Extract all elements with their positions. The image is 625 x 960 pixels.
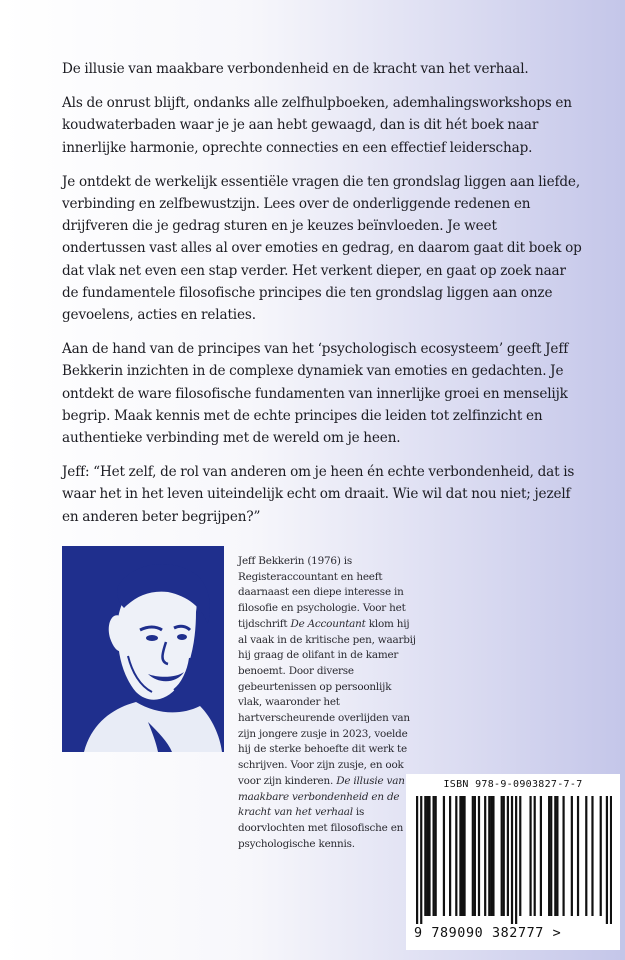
barcode-bar	[577, 796, 579, 916]
barcode-bar	[435, 796, 437, 916]
barcode-bars	[416, 796, 612, 924]
barcode-bar	[571, 796, 573, 916]
barcode-bar	[433, 796, 435, 916]
barcode-bar	[562, 796, 564, 916]
barcode-bar	[515, 796, 517, 924]
barcode-bar	[540, 796, 542, 916]
barcode-bar	[529, 796, 531, 916]
barcode-bar	[426, 796, 428, 916]
barcode-bar	[461, 796, 463, 916]
barcode-bar	[511, 796, 513, 924]
barcode-bar	[472, 796, 474, 916]
barcode-bar	[548, 796, 550, 916]
isbn-barcode	[406, 774, 620, 950]
tagline: De illusie van maakbare verbondenheid en de kracht van het verhaal.	[62, 61, 529, 77]
author-bio-text: klom hij al vaak in de kritische pen, waarbij hij graag de olifant in de kamer benoemt. Door diverse gebeurtenissen op persoonlijk vlak, waaronder het hartverscheurende overlijden van zijn jongere zusje in 2023, voelde hij de sterke behoefte dit werk te schrijven. Voor zijn zusje, en ook voor zijn kinderen.	[238, 617, 416, 787]
barcode-bar	[554, 796, 556, 916]
barcode-bar	[503, 796, 505, 916]
barcode-bar	[478, 796, 480, 916]
author-quote: Jeff: “Het zelf, de rol van anderen om je heen én echte verbondenheid, dat is waar het in het leven uiteindelijk echt om draait. Wie wil dat nou niet; jezelf en anderen beter begrijpen?”	[62, 464, 575, 525]
blurb-paragraph: Je ontdekt de werkelijk essentiële vragen die ten grondslag liggen aan liefde, verbinding en zelfbewustzijn. Lees over de onderliggende redenen en drijfveren die je gedrag sturen en je keuzes beïnvloeden. Je weet ondertussen vast alles al over emoties en gedrag, en daarom gaat dit boek op dat vlak net even een stap verder. Het verkent dieper, en gaat op zoek naar de fundamentele filosofische principes die ten grondslag liggen aan onze gevoelens, acties en relaties.	[62, 173, 582, 324]
magazine-title: De Accountant	[290, 617, 366, 630]
barcode-bar	[507, 796, 509, 916]
barcode-bar	[610, 796, 612, 924]
barcode-bar	[519, 796, 521, 916]
blurb-paragraph: Aan de hand van de principes van het ‘psychologisch ecosysteem’ geeft Jeff Bekkerin inzichten in de complexe dynamiek van emoties en gedachten. Je ontdekt de ware filosofische fundamenten van innerlijke groei en menselijk begrip. Maak kennis met de echte principes die leiden tot zelfinzicht en authentieke verbinding met de wereld om je heen.	[62, 341, 569, 447]
barcode-bar	[492, 796, 494, 916]
barcode-bar	[585, 796, 587, 916]
barcode-bar	[484, 796, 486, 916]
book-title: De illusie van maakbare verbondenheid en de kracht van het verhaal	[238, 774, 405, 819]
barcode-bar	[600, 796, 602, 916]
barcode-digits: 9 789090 382777 >	[414, 926, 562, 941]
author-bio-text: Jeff Bekkerin (1976) is Registeraccountant en heeft daarnaast een diepe interesse in filosofie en psychologie. Voor het tijdschrift	[238, 555, 406, 630]
barcode-bar	[606, 796, 608, 924]
barcode-bar	[550, 796, 552, 916]
barcode-bar	[416, 796, 418, 924]
barcode-bar	[420, 796, 422, 924]
barcode-bar	[459, 796, 461, 916]
barcode-bar	[443, 796, 445, 916]
author-bio	[238, 554, 416, 852]
barcode-bar	[463, 796, 465, 916]
author-bio-text: is doorvlochten met filosofische en psychologische kennis.	[238, 806, 404, 850]
barcode-bar	[474, 796, 476, 916]
back-cover-blurb	[62, 58, 582, 540]
barcode-bar	[488, 796, 490, 916]
barcode-bar	[424, 796, 426, 916]
barcode-bar	[449, 796, 451, 916]
barcode-bar	[428, 796, 430, 916]
isbn-label: ISBN 978-9-0903827-7-7	[443, 779, 583, 790]
author-portrait-icon	[62, 546, 224, 752]
blurb-paragraph: Als de onrust blijft, ondanks alle zelfhulpboeken, ademhalingsworkshops en koudwaterbaden waar je je aan hebt gewaagd, dan is dit hét boek naar innerlijke harmonie, oprechte connecties en een effectief leiderschap.	[62, 95, 572, 156]
barcode-bar	[501, 796, 503, 916]
barcode-bar	[490, 796, 492, 916]
barcode-bar	[534, 796, 536, 916]
barcode-bar	[556, 796, 558, 916]
barcode-bar	[591, 796, 593, 916]
barcode-bar	[455, 796, 457, 916]
